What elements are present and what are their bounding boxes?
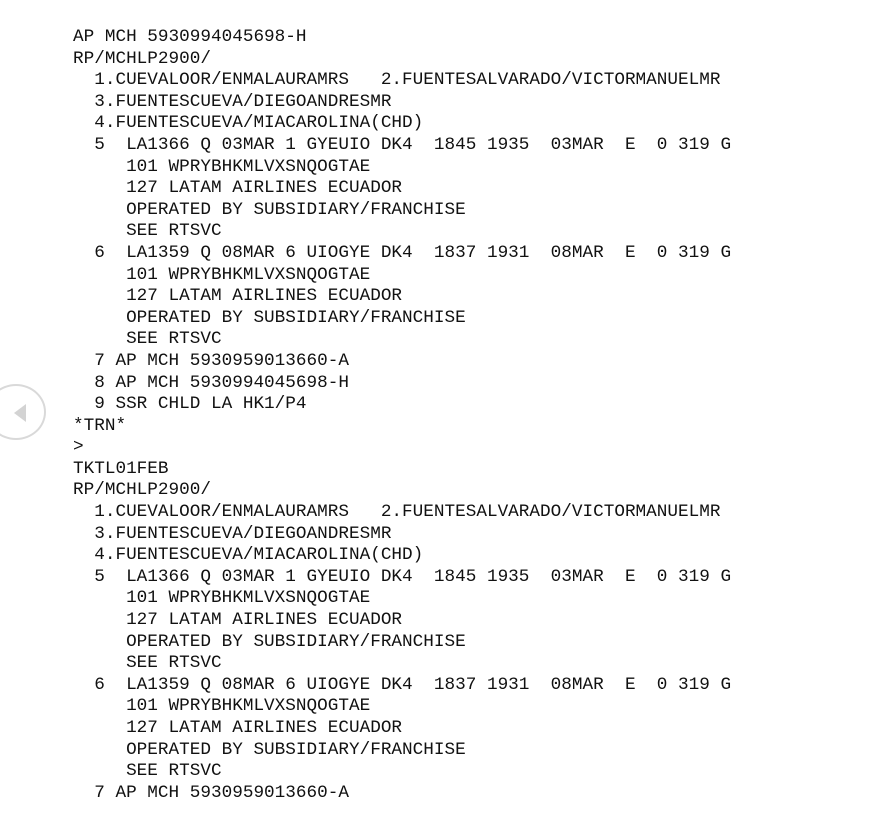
terminal-line: 127 LATAM AIRLINES ECUADOR [73,286,403,307]
terminal-line: *TRN* [73,415,127,436]
terminal-line: 8 AP MCH 5930994045698-H [73,372,349,393]
terminal-line: SEE RTSVC [73,221,222,242]
terminal-line: 6 LA1359 Q 08MAR 6 UIOGYE DK4 1837 1931 08MAR E 0 319 G [73,242,732,263]
terminal-line: SEE RTSVC [73,653,222,674]
terminal-line: 3.FUENTESCUEVA/DIEGOANDRESMR [73,523,392,544]
terminal-line: RP/MCHLP2900/ [73,480,211,501]
terminal-line: 127 LATAM AIRLINES ECUADOR [73,718,403,738]
terminal-line: RP/MCHLP2900/ [73,48,211,69]
terminal-line: 5 LA1366 Q 03MAR 1 GYEUIO DK4 1845 1935 03MAR E 0 319 G [73,566,732,587]
terminal-line: 5 LA1366 Q 03MAR 1 GYEUIO DK4 1845 1935 03MAR E 0 319 G [73,134,732,155]
terminal-line: TKTL01FEB [73,458,169,479]
terminal-line: 101 WPRYBHKMLVXSNQOGTAE [73,588,371,609]
previous-nav-button[interactable] [0,384,46,440]
terminal-line: 7 AP MCH 5930959013660-A [73,350,349,371]
terminal-line: > [73,437,84,458]
terminal-line: 127 LATAM AIRLINES ECUADOR [73,610,403,631]
terminal-line: 101 WPRYBHKMLVXSNQOGTAE [73,156,371,177]
terminal-line: 1.CUEVALOOR/ENMALAURAMRS 2.FUENTESALVARADO/VICTORMANUELMR [73,70,721,91]
terminal-line: OPERATED BY SUBSIDIARY/FRANCHISE [73,631,466,652]
terminal-line: 3.FUENTESCUEVA/DIEGOANDRESMR [73,91,392,112]
terminal-line: AP MCH 5930994045698-H [73,27,307,47]
terminal-output [73,27,731,804]
terminal-line: 101 WPRYBHKMLVXSNQOGTAE [73,696,371,717]
terminal-line: 1.CUEVALOOR/ENMALAURAMRS 2.FUENTESALVARADO/VICTORMANUELMR [73,502,721,523]
terminal-line: 4.FUENTESCUEVA/MIACAROLINA(CHD) [73,545,424,566]
terminal-line: OPERATED BY SUBSIDIARY/FRANCHISE [73,307,466,328]
terminal-line: SEE RTSVC [73,761,222,782]
terminal-line: 6 LA1359 Q 08MAR 6 UIOGYE DK4 1837 1931 08MAR E 0 319 G [73,674,732,695]
terminal-line: 7 AP MCH 5930959013660-A [73,782,349,803]
terminal-line: OPERATED BY SUBSIDIARY/FRANCHISE [73,739,466,760]
terminal-line: 127 LATAM AIRLINES ECUADOR [73,178,403,199]
terminal-line: 101 WPRYBHKMLVXSNQOGTAE [73,264,371,285]
terminal-line: SEE RTSVC [73,329,222,350]
terminal-line: OPERATED BY SUBSIDIARY/FRANCHISE [73,199,466,220]
terminal-line: 4.FUENTESCUEVA/MIACAROLINA(CHD) [73,113,424,134]
terminal-line: 9 SSR CHLD LA HK1/P4 [73,394,307,415]
